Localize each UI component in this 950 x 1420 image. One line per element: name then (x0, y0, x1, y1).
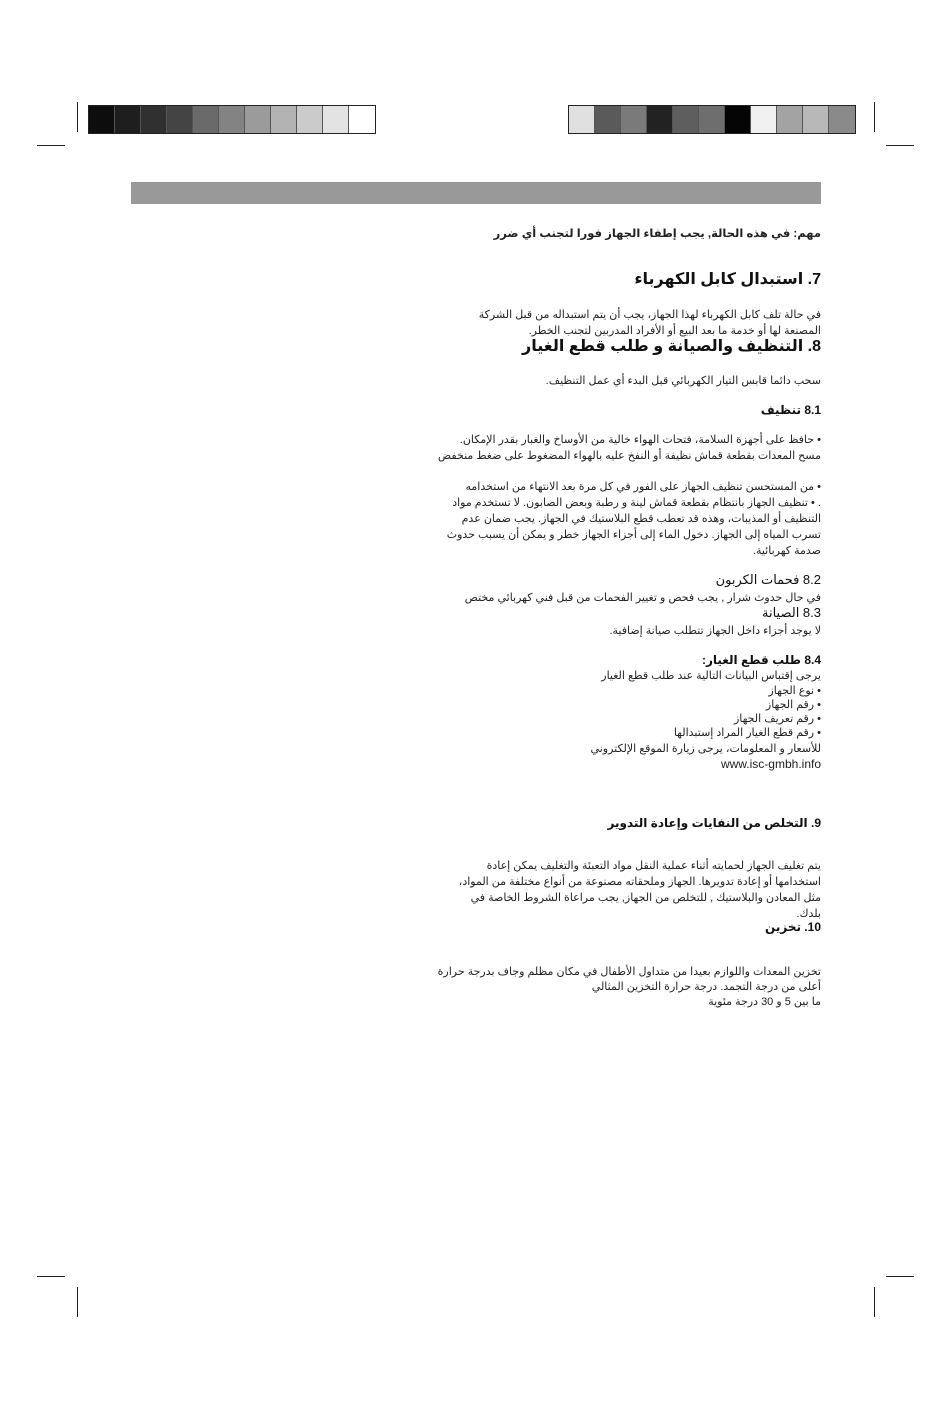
section-8-1-text: تسرب المياه إلى الجهاز. دخول الماء إلى أجزاء الجهاز خطر و يمكن أن يسبب حدوث (446, 529, 821, 541)
section-9-title: 9. التخلص من النفايات وإعادة التدوير (607, 816, 821, 830)
crop-mark (874, 1287, 875, 1317)
list-item: • رقم الجهاز (765, 699, 821, 711)
section-8-2-text: في حال حدوث شرار , يجب فحص و تغيير الفحمات من قبل فني كهربائي مختص (464, 592, 821, 604)
important-note: مهم: في هذه الحالة, يجب إطفاء الجهاز فورا لتجنب أي ضرر (493, 228, 821, 240)
color-swatch (803, 106, 829, 133)
section-8-1-text: صدمة كهربائية. (752, 545, 821, 557)
section-10-text: تخزين المعدات واللوازم بعيدا من متداول الأطفال في مكان مظلم وجاف بدرجة حرارة (437, 966, 821, 978)
color-calibration-bar-left (88, 105, 376, 134)
color-swatch (167, 106, 193, 133)
color-swatch (673, 106, 699, 133)
section-8-4-intro: يرجى إقتباس البيانات التالية عند طلب قطع الغيار (601, 670, 821, 682)
crop-mark (874, 102, 875, 132)
section-8-1-text: • حافظ على أجهزة السلامة، فتحات الهواء خالية من الأوساخ والغبار بقدر الإمكان. (459, 434, 821, 446)
color-swatch (725, 106, 751, 133)
section-10-text: ما بين 5 و 30 درجة مئوية (708, 996, 821, 1008)
section-8-4-title: 8.4 طلب قطع الغيار: (701, 653, 821, 667)
section-10-title: 10. تخزين (765, 920, 821, 934)
section-8-1-text: . • تنظيف الجهاز بانتظام بقطعة قماش لينة و رطبة وبعض الصابون. لا تستخدم مواد (452, 497, 821, 509)
section-8-1-title: 8.1 تنظيف (760, 403, 821, 417)
color-swatch (647, 106, 673, 133)
color-swatch (219, 106, 245, 133)
color-swatch (115, 106, 141, 133)
section-8-4-more: للأسعار و المعلومات، يرجى زيارة الموقع الإلكتروني (590, 743, 821, 755)
color-swatch (271, 106, 297, 133)
color-swatch (323, 106, 349, 133)
color-calibration-bar-right (568, 105, 856, 134)
section-8-3-text: لا يوجد أجزاء داخل الجهاز تتطلب صيانة إضافية. (609, 625, 821, 637)
section-8-2-title: 8.2 فحمات الكربون (715, 572, 821, 587)
section-8-title: 8. التنظيف والصيانة و طلب قطع الغيار (522, 338, 821, 355)
color-swatch (349, 106, 375, 133)
color-swatch (193, 106, 219, 133)
crop-mark (77, 1287, 78, 1317)
list-item: • رقم تعريف الجهاز (733, 713, 821, 725)
section-9-text: استخدامها أو إعادة تدويرها. الجهاز وملحقاته مصنوعة من أنواع مختلفة من المواد، (458, 876, 821, 888)
crop-mark (77, 102, 78, 132)
section-7-text: في حالة تلف كابل الكهرباء لهذا الجهاز، يجب أن يتم استبداله من قبل الشركة (478, 309, 821, 321)
section-7-title: 7. استبدال كابل الكهرباء (634, 271, 821, 288)
section-7-text: المصنعة لها أو خدمة ما بعد البيع أو الأفراد المدربين لتجنب الخطر. (528, 325, 821, 337)
crop-mark (886, 1276, 914, 1277)
color-swatch (245, 106, 271, 133)
section-9-text: مثل المعادن والبلاستيك , للتخلص من الجهاز, يجب مراعاة الشروط الخاصة في (470, 892, 821, 904)
section-9-text: يتم تغليف الجهاز لحمايته أثناء عملية النقل مواد التعبئة والتغليف يمكن إعادة (486, 860, 821, 872)
section-8-1-text: مسح المعدات بقطعة قماش نظيفة أو النفخ عليه بالهواء المضغوط على ضغط منخفض (437, 450, 821, 462)
color-swatch (569, 106, 595, 133)
color-swatch (777, 106, 803, 133)
color-swatch (621, 106, 647, 133)
color-swatch (141, 106, 167, 133)
color-swatch (297, 106, 323, 133)
section-8-1-text: • من المستحسن تنظيف الجهاز على الفور في كل مرة بعد الانتهاء من استخدامه (465, 481, 821, 493)
section-8-3-title: 8.3 الصيانة (761, 605, 821, 620)
crop-mark (37, 145, 65, 146)
section-8-1-text: التنظيف أو المذيبات، وهذه قد تعطب قطع البلاستيك في الجهاز. يجب ضمان عدم (461, 513, 821, 525)
color-swatch (595, 106, 621, 133)
color-swatch (699, 106, 725, 133)
section-10-text: أعلى من درجة التجمد. درجة حرارة التخزين المثالي (591, 981, 821, 993)
section-9-text: بلدك. (796, 908, 821, 920)
list-item: • رقم قطع الغيار المراد إستبدالها (673, 727, 821, 739)
section-8-intro: سحب دائما قابس التيار الكهربائي قبل البدء أي عمل التنظيف. (545, 375, 821, 387)
color-swatch (829, 106, 855, 133)
list-item: • نوع الجهاز (768, 685, 821, 697)
crop-mark (37, 1276, 65, 1277)
color-swatch (89, 106, 115, 133)
color-swatch (751, 106, 777, 133)
header-band (131, 182, 821, 204)
website-link[interactable]: www.isc-gmbh.info (720, 757, 821, 771)
crop-mark (886, 145, 914, 146)
